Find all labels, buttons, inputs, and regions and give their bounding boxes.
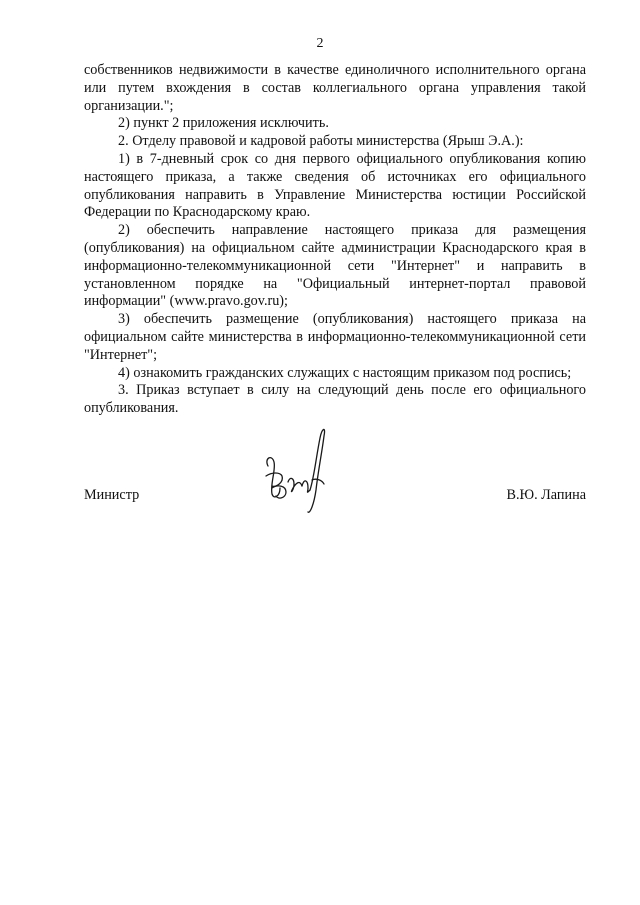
signer-name: В.Ю. Лапина — [506, 487, 586, 503]
page-number: 2 — [316, 36, 324, 51]
signer-position: Министр — [84, 487, 140, 503]
paragraph-effective-date: 3. Приказ вступает в силу на следующий день после его официального опубликования. — [84, 382, 586, 417]
paragraph-continuation: собственников недвижимости в качестве единоличного исполнительного органа или путем вхождения в состав коллегиального органа управления такой организации."; — [84, 62, 586, 114]
paragraph-subitem-2: 2) обеспечить направление настоящего приказа для размещения (опубликования) на официальном сайте администрации Краснодарского края в информационно-телекоммуникационной сети "Интернет" и направить в установленном порядке на "Официальный интернет-портал правовой информации" (www.pravo.gov.ru); — [84, 222, 586, 310]
signature-block — [84, 487, 586, 509]
paragraph-subitem-1: 1) в 7-дневный срок со дня первого официального опубликования копию настоящего приказа, а также сведения об источниках его официального опубликования направить в Управление Министерства юстиции Российской Федерации по Краснодарскому краю. — [84, 150, 586, 221]
document-body — [84, 62, 586, 418]
paragraph-item-exclude: 2) пункт 2 приложения исключить. — [118, 115, 329, 132]
paragraph-department-order: 2. Отделу правовой и кадровой работы министерства (Ярыш Э.А.): — [118, 133, 524, 150]
paragraph-subitem-4: 4) ознакомить гражданских служащих с настоящим приказом под роспись; — [118, 364, 572, 381]
paragraph-subitem-3: 3) обеспечить размещение (опубликования) настоящего приказа на официальном сайте министерства в информационно-телекоммуникационной сети "Интернет"; — [84, 311, 586, 363]
